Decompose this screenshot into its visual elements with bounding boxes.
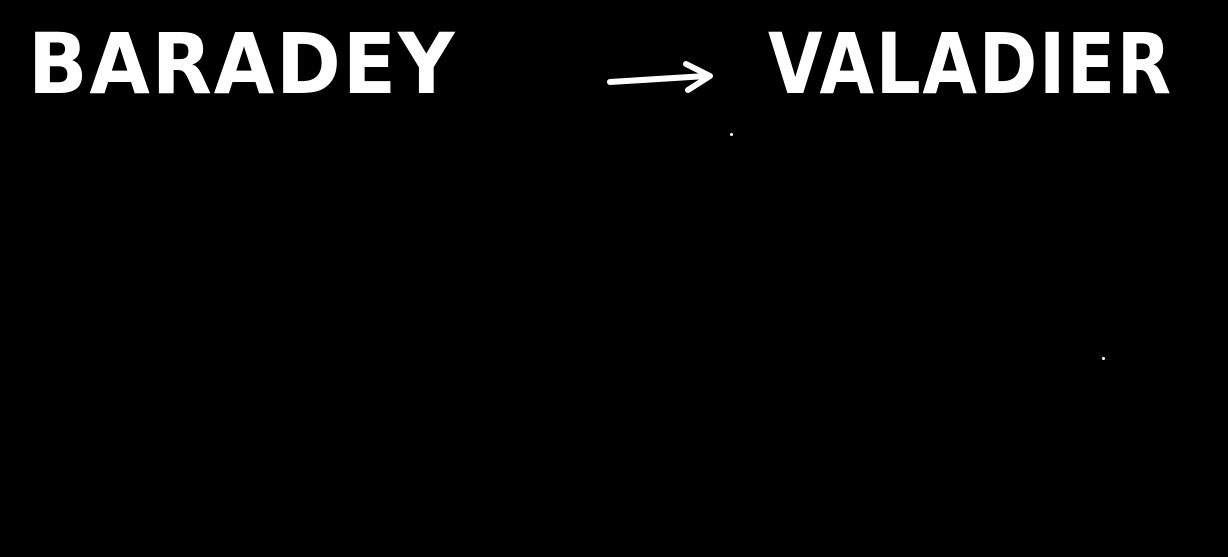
right-arrow-icon [606, 58, 718, 98]
source-word: BARADEY [28, 15, 457, 113]
ink-speck [730, 133, 733, 136]
target-word: VALADIER [768, 15, 1173, 113]
ink-speck [1102, 357, 1105, 360]
